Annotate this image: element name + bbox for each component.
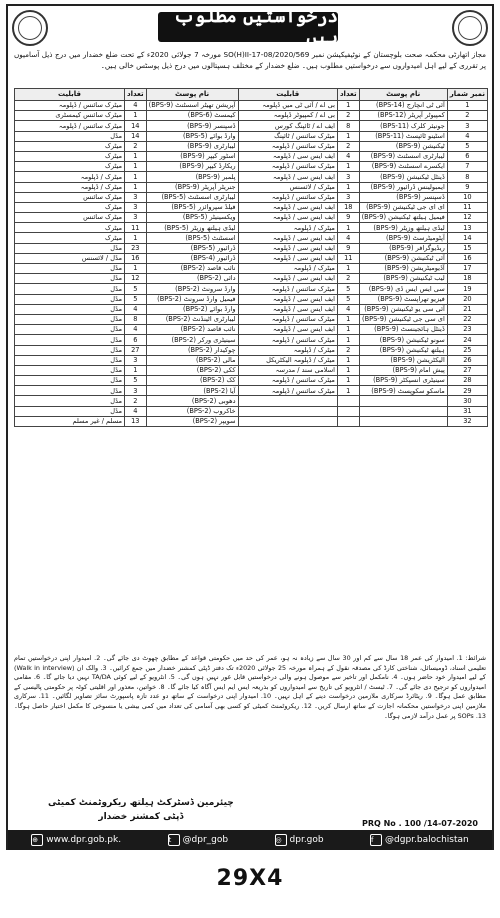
table-cell: 2 (125, 396, 147, 406)
table-cell: 1 (337, 386, 359, 396)
table-cell: میٹرک (15, 202, 125, 212)
table-cell: لیبارٹری اٹینڈنٹ (BPS-2) (146, 314, 238, 324)
table-row (15, 223, 488, 233)
table-cell: 27 (125, 345, 147, 355)
table-cell: 3 (337, 192, 359, 202)
table-cell: وارڈ بوائے (BPS-2) (146, 304, 238, 314)
table-cell: 29 (447, 386, 487, 396)
table-cell: مڈل (15, 365, 125, 375)
table-cell: ایف ایس سی / ڈپلومہ (238, 294, 337, 304)
table-cell: 3 (337, 172, 359, 182)
table-cell: 2 (447, 111, 487, 121)
table-cell: 4 (337, 233, 359, 243)
table-cell: دائی (BPS-2) (146, 274, 238, 284)
table-cell: لیبارٹری (BPS-9) (146, 141, 238, 151)
table-row (15, 396, 488, 406)
table-cell: لیب ٹیکنیشن (BPS-9) (359, 274, 447, 284)
table-cell: 6 (447, 151, 487, 161)
table-cell: ڈینٹل ہائجینسٹ (BPS-9) (359, 325, 447, 335)
table-row (15, 314, 488, 324)
table-cell: چوکیدار (BPS-2) (146, 345, 238, 355)
table-cell: میٹرک / ڈپلومہ (238, 264, 337, 274)
table-cell (238, 406, 337, 416)
table-cell: مڈل / لائسنس (15, 253, 125, 263)
table-cell: 11 (125, 223, 147, 233)
table-cell: سی ایس ایس ڈی (BPS-9) (359, 284, 447, 294)
health-department-emblem-icon (452, 10, 488, 46)
table-cell: مڈل (15, 314, 125, 324)
table-cell: 13 (447, 223, 487, 233)
table-cell: 1 (337, 101, 359, 111)
table-cell: 20 (447, 294, 487, 304)
table-cell: 6 (125, 335, 147, 345)
table-cell (238, 416, 337, 426)
table-row (15, 304, 488, 314)
table-cell: فیمیل وارڈ سرونٹ (BPS-2) (146, 294, 238, 304)
table-cell: 4 (447, 131, 487, 141)
header-post-2: نام پوسٹ (146, 89, 238, 101)
table-cell: 14 (447, 233, 487, 243)
instagram-link[interactable]: ◎ dpr.gob (275, 835, 324, 845)
table-cell: ڈسپنسر (BPS-9) (146, 121, 238, 131)
table-cell: میٹرک (15, 151, 125, 161)
header-qualification: قابلیت (238, 89, 337, 101)
page-title: درخواستیں مطلوب ہیں (158, 12, 338, 42)
table-cell: ڈرائیور (BPS-4) (146, 253, 238, 263)
table-cell (337, 416, 359, 426)
table-cell: 11 (337, 253, 359, 263)
table-cell: ماسکو سکوپسٹ (BPS-9) (359, 386, 447, 396)
table-cell: ایف ایس سی / ڈپلومہ (238, 253, 337, 263)
header-post: نام پوسٹ (359, 89, 447, 101)
table-cell: 14 (125, 121, 147, 131)
table-cell: فیزیو تھراپسٹ (BPS-9) (359, 294, 447, 304)
table-cell: مڈل (15, 284, 125, 294)
table-cell: پیش امام (BPS-9) (359, 365, 447, 375)
table-cell: میٹرک / ڈپلومہ (238, 345, 337, 355)
table-cell: مالی (BPS-2) (146, 355, 238, 365)
table-cell: الیکٹریشن (BPS-9) (359, 355, 447, 365)
table-cell: ایف اے / ٹائپنگ کورس (238, 121, 337, 131)
table-cell: 4 (125, 101, 147, 111)
table-cell: 13 (125, 416, 147, 426)
table-cell: 4 (337, 151, 359, 161)
table-row (15, 182, 488, 192)
table-cell: میٹرک سائنس / ڈپلومہ (238, 386, 337, 396)
table-cell: ریڈیوگرافر (BPS-9) (359, 243, 447, 253)
table-row (15, 345, 488, 355)
table-cell: ایف ایس سی / ڈپلومہ (238, 274, 337, 284)
header-qualification-2: قابلیت (15, 89, 125, 101)
table-cell: مڈل (15, 376, 125, 386)
table-cell: 1 (337, 335, 359, 345)
table-cell: 1 (125, 233, 147, 243)
table-cell: 18 (337, 202, 359, 212)
table-cell: میٹرک / ڈپلومہ (238, 223, 337, 233)
table-cell: میٹرک سائنس / ڈپلومہ (238, 335, 337, 345)
table-cell: ویکسینیٹر (BPS-5) (146, 213, 238, 223)
header-count-2: تعداد (125, 89, 147, 101)
table-row (15, 406, 488, 416)
table-cell: 3 (125, 202, 147, 212)
facebook-icon: f (370, 834, 382, 846)
table-cell: ای سی جی ٹیکنیشن (BPS-9) (359, 314, 447, 324)
table-row (15, 335, 488, 345)
table-cell: 9 (337, 243, 359, 253)
table-cell: میٹرک سائنس / ٹائپنگ (238, 131, 337, 141)
table-cell: کک (BPS-2) (146, 376, 238, 386)
table-row (15, 202, 488, 212)
table-cell: 2 (337, 345, 359, 355)
table-cell: 1 (125, 162, 147, 172)
table-cell: میٹرک سائنس / ڈپلومہ (238, 141, 337, 151)
table-cell: 3 (125, 386, 147, 396)
table-row (15, 274, 488, 284)
table-cell: 4 (125, 406, 147, 416)
table-cell: ایف ایس سی / ڈپلومہ (238, 304, 337, 314)
twitter-icon: t (168, 834, 180, 846)
table-cell: 2 (125, 141, 147, 151)
globe-icon: ⊕ (31, 834, 43, 846)
table-cell: کیمسٹ (BPS-6) (146, 111, 238, 121)
table-cell: ڈرائیور (BPS-5) (146, 243, 238, 253)
table-row (15, 325, 488, 335)
table-cell: سینیٹری ورکر (BPS-2) (146, 335, 238, 345)
table-cell: میٹرک سائنس / ڈپلومہ (238, 314, 337, 324)
table-cell: آئی سی یو ٹیکنیشن (BPS-9) (359, 304, 447, 314)
table-cell: میٹرک سائنس / ڈپلومہ (15, 121, 125, 131)
table-cell: مڈل (15, 243, 125, 253)
table-cell: 16 (447, 253, 487, 263)
table-row (15, 294, 488, 304)
table-cell: ایکسرے اسسٹنٹ (BPS-9) (359, 162, 447, 172)
table-cell: میٹرک (15, 223, 125, 233)
table-cell: وارڈ بوائے (BPS-5) (146, 131, 238, 141)
table-row (15, 233, 488, 243)
table-cell: میٹرک سائنس کیمسٹری (15, 111, 125, 121)
table-cell: 32 (447, 416, 487, 426)
table-cell: ریکارڈ کیپر (BPS-9) (146, 162, 238, 172)
table-cell: میٹرک سائنس / ڈپلومہ (238, 162, 337, 172)
twitter-link[interactable]: t @dpr_gob (168, 835, 229, 845)
table-cell: میٹرک سائنس / ڈپلومہ (15, 101, 125, 111)
table-cell: لیبارٹری اسسٹنٹ (BPS-5) (146, 192, 238, 202)
table-cell: 12 (125, 274, 147, 284)
table-cell: لیڈی ہیلتھ وزیٹر (BPS-5) (146, 223, 238, 233)
table-cell: 17 (447, 264, 487, 274)
table-cell: مڈل (15, 345, 125, 355)
table-cell: مڈل (15, 396, 125, 406)
table-cell: 9 (447, 182, 487, 192)
table-cell: میٹرک / ڈپلومہ الیکٹریکل (238, 355, 337, 365)
table-cell: ککی (BPS-2) (146, 365, 238, 375)
table-cell: اسسٹنٹ (BPS-5) (146, 233, 238, 243)
table-row (15, 386, 488, 396)
table-row (15, 416, 488, 426)
table-cell: 8 (125, 314, 147, 324)
table-cell: 1 (125, 365, 147, 375)
table-cell: 1 (337, 264, 359, 274)
table-cell: بی اے / آئی ٹی میں ڈپلومہ (238, 101, 337, 111)
table-row (15, 121, 488, 131)
table-cell: 18 (447, 274, 487, 284)
table-cell: 23 (125, 243, 147, 253)
table-cell (238, 396, 337, 406)
header-serial: نمبر شمار (447, 89, 487, 101)
table-cell: ای ای جی ٹیکنیشن (BPS-9) (359, 202, 447, 212)
table-cell: 24 (447, 335, 487, 345)
table-cell: کمپیوٹر آپریٹر (BPS-12) (359, 111, 447, 121)
table-cell: 1 (337, 365, 359, 375)
table-cell: میٹرک (15, 141, 125, 151)
table-cell: مڈل (15, 386, 125, 396)
table-cell: لیبارٹری اسسٹنٹ (BPS-9) (359, 151, 447, 161)
table-row (15, 192, 488, 202)
table-cell: مڈل (15, 294, 125, 304)
signature-line-2: ڈپٹی کمشنر خضدار (98, 812, 184, 822)
table-row (15, 131, 488, 141)
table-cell: اسلامی سند / مدرسہ (238, 365, 337, 375)
table-cell: آپریشن تھیٹر اسسٹنٹ (BPS-9) (146, 101, 238, 111)
table-cell: اسٹینو ٹائپسٹ (BPS-11) (359, 131, 447, 141)
table-cell: مڈل (15, 335, 125, 345)
table-cell: 2 (337, 111, 359, 121)
header (8, 6, 492, 48)
table-cell: میٹرک سائنس (15, 213, 125, 223)
table-cell: 5 (337, 294, 359, 304)
table-cell: 1 (337, 355, 359, 365)
table-cell: 11 (447, 202, 487, 212)
table-cell: 10 (447, 192, 487, 202)
table-cell: 1 (447, 101, 487, 111)
table-cell: مڈل (15, 131, 125, 141)
table-cell (359, 416, 447, 426)
table-cell: 22 (447, 314, 487, 324)
terms-and-conditions: شرائط: 1. امیدوار کی عمر 18 سال سے کم اور 30 سال سے زیادہ نہ ہو، عمر کی حد میں حکومتی قواعد کے مطابق چھوٹ دی جائے گی۔ 2. امیدوار اپنی درخواستیں تمام تعلیمی اسناد، ڈومیسائل، شناختی کارڈ کی مصدقہ نقول کے ہمراہ مورخہ 25 جولائی 2020ء تک دفتر ڈپٹی کمشنر خضدار میں جمع کرائیں۔ 3. والک ان (Walk in interview) کے لیے امیدوار خود حاضر ہوں۔ 4. نامکمل اور تاخیر سے موصول ہونے والی درخواستیں قابل غور نہیں ہوں گی۔ 5. انٹرویو کے لیے کوئی TA/DA نہیں دیا جائے گا۔ 6. مقامی امیدواروں کو ترجیح دی جائے گی۔ 7. ٹیسٹ / انٹرویو کی تاریخ سے امیدواروں کو بذریعہ ایس ایم ایس آگاہ کیا جائے گا۔ 8. خواتین، معذور اور اقلیتی کوٹہ پر حکومتی پالیسی کے مطابق عمل ہوگا۔ 9. ریٹائرڈ سرکاری ملازمین درخواست دینے کے اہل نہیں۔ 10. امیدوار اپنی درخواست کے ساتھ دو عدد تازہ پاسپورٹ سائز تصاویر لگائیں۔ 11. سرکاری ملازمین اپنی درخواستیں محکمانہ اجازت کے ساتھ ارسال کریں۔ 12. ریکروٹمنٹ کمیٹی کو کسی بھی آسامی کی تعداد میں کمی بیشی یا منسوخی کا مکمل اختیار حاصل ہوگا۔ 13. SOPs پر عمل درآمد لازمی ہوگا۔ (14, 654, 487, 720)
table-cell: 1 (337, 314, 359, 324)
table-cell: آپٹومیٹرسٹ (BPS-9) (359, 233, 447, 243)
table-cell: 19 (447, 284, 487, 294)
table-cell: دھوبی (BPS-2) (146, 396, 238, 406)
social-bar (8, 830, 492, 850)
table-cell: 16 (125, 253, 147, 263)
table-cell: ٹیکنیشن (BPS-9) (359, 141, 447, 151)
table-cell: 1 (337, 182, 359, 192)
vacancies-table (14, 88, 488, 427)
table-cell: 30 (447, 396, 487, 406)
table-cell: 2 (337, 141, 359, 151)
table-cell: مڈل (15, 325, 125, 335)
table-cell (337, 396, 359, 406)
table-cell: 3 (447, 121, 487, 131)
table-row (15, 111, 488, 121)
table-cell: اسٹور کیپر (BPS-9) (146, 151, 238, 161)
table-cell: میٹرک / ڈپلومہ (15, 172, 125, 182)
facebook-link[interactable]: f @dgpr.balochistan (371, 835, 469, 845)
table-cell: 12 (447, 213, 487, 223)
table-cell: فیلڈ سپروائزر (BPS-5) (146, 202, 238, 212)
table-cell: 4 (337, 304, 359, 314)
table-cell: 1 (125, 172, 147, 182)
table-cell: سونو ٹیکنیشن (BPS-9) (359, 335, 447, 345)
table-cell: میٹرک سائنس (15, 192, 125, 202)
table-cell: لیڈی ہیلتھ وزیٹر (BPS-9) (359, 223, 447, 233)
table-row (15, 284, 488, 294)
website-link[interactable]: ⊕ www.dpr.gob.pk. (32, 835, 122, 845)
signature-block (48, 796, 234, 824)
table-row (15, 376, 488, 386)
table-cell: بی اے / کمپیوٹر ڈپلومہ (238, 111, 337, 121)
table-header-row (15, 89, 488, 101)
table-cell: 28 (447, 376, 487, 386)
table-cell: میٹرک / ڈپلومہ (15, 182, 125, 192)
instagram-icon: ◎ (275, 834, 287, 846)
table-row (15, 162, 488, 172)
ad-size-code: 29X4 (216, 866, 284, 891)
table-cell: مڈل (15, 406, 125, 416)
table-row (15, 264, 488, 274)
table-cell: میٹرک سائنس / ڈپلومہ (238, 376, 337, 386)
table-cell: 7 (447, 162, 487, 172)
table-cell: 5 (447, 141, 487, 151)
table-cell: میٹرک (15, 162, 125, 172)
table-cell (359, 396, 447, 406)
table-cell: 1 (337, 162, 359, 172)
table-cell (359, 406, 447, 416)
table-cell: 21 (447, 304, 487, 314)
table-cell: مڈل (15, 304, 125, 314)
table-cell: ڈسپنسر (BPS-9) (359, 192, 447, 202)
table-row (15, 213, 488, 223)
advertisement (6, 4, 494, 850)
table-cell: مڈل (15, 355, 125, 365)
table-cell: پلمبر (BPS-9) (146, 172, 238, 182)
table-cell: مسلم / غیر مسلم (15, 416, 125, 426)
table-cell: خاکروب (BPS-2) (146, 406, 238, 416)
table-row (15, 172, 488, 182)
signature-line-1: چیئرمین ڈسٹرکٹ ہیلتھ ریکروٹمنٹ کمیٹی (48, 798, 234, 808)
table-cell: ایف ایس سی / ڈپلومہ (238, 151, 337, 161)
table-cell: ایف ایس سی / ڈپلومہ (238, 233, 337, 243)
table-row (15, 365, 488, 375)
table-cell: 5 (125, 284, 147, 294)
table-row (15, 355, 488, 365)
table-cell: سینیٹری انسپکٹر (BPS-9) (359, 376, 447, 386)
table-cell: ڈینٹل ٹیکنیشن (BPS-9) (359, 172, 447, 182)
table-cell: آڈیومیٹریشن (BPS-9) (359, 264, 447, 274)
table-cell: 1 (337, 131, 359, 141)
prq-number: PRQ No . 100 /14-07-2020 (362, 819, 478, 828)
table-cell: 3 (125, 213, 147, 223)
table-cell: 26 (447, 355, 487, 365)
table-cell: 27 (447, 365, 487, 375)
table-cell: ایمبولینس ڈرائیور (BPS-9) (359, 182, 447, 192)
table-cell: 1 (125, 264, 147, 274)
table-cell: 3 (125, 355, 147, 365)
table-cell: 14 (125, 131, 147, 141)
table-cell: ایف ایس سی / ڈپلومہ (238, 213, 337, 223)
table-cell: 1 (125, 111, 147, 121)
table-cell: ایف ایس سی / ڈپلومہ (238, 172, 337, 182)
table-cell: ایف ایس سی / ڈپلومہ (238, 325, 337, 335)
table-cell: مڈل (15, 264, 125, 274)
table-cell: میٹرک سائنس / ڈپلومہ (238, 284, 337, 294)
table-cell: ایف ایس سی / ڈپلومہ (238, 243, 337, 253)
table-cell: 15 (447, 243, 487, 253)
table-cell: فیمیل ہیلتھ ٹیکنیشن (BPS-9) (359, 213, 447, 223)
table-cell: مڈل (15, 274, 125, 284)
table-cell: نائب قاصد (BPS-2) (146, 325, 238, 335)
table-cell (337, 406, 359, 416)
table-cell: 4 (125, 325, 147, 335)
table-cell: آئی ٹیکنیشن (BPS-9) (359, 253, 447, 263)
table-cell: 31 (447, 406, 487, 416)
table-cell: 1 (337, 376, 359, 386)
table-cell: 5 (337, 284, 359, 294)
table-cell: میٹرک (15, 233, 125, 243)
table-row (15, 253, 488, 263)
table-cell: 5 (125, 376, 147, 386)
header-count: تعداد (337, 89, 359, 101)
balochistan-emblem-icon (12, 10, 48, 46)
table-cell: ہیلتھ ٹیکنیشن (BPS-9) (359, 345, 447, 355)
table-cell: 8 (337, 121, 359, 131)
table-cell: 9 (337, 213, 359, 223)
table-row (15, 141, 488, 151)
table-cell: 25 (447, 345, 487, 355)
table-cell: 8 (447, 172, 487, 182)
table-cell: وارڈ سرونٹ (BPS-2) (146, 284, 238, 294)
table-cell: میٹرک سائنس / ڈپلومہ (238, 192, 337, 202)
table-cell: ایف ایس سی / ڈپلومہ (238, 202, 337, 212)
table-cell: 2 (337, 274, 359, 284)
table-cell: 1 (125, 151, 147, 161)
table-cell: 1 (125, 182, 147, 192)
table-cell: سویپر (BPS-2) (146, 416, 238, 426)
table-row (15, 101, 488, 111)
table-cell: 23 (447, 325, 487, 335)
table-row (15, 243, 488, 253)
table-cell: نائب قاصد (BPS-2) (146, 264, 238, 274)
table-cell: جنریٹر آپریٹر (BPS-9) (146, 182, 238, 192)
table-row (15, 151, 488, 161)
table-cell: آئی ٹی انچارج (BPS-14) (359, 101, 447, 111)
table-cell: 5 (125, 294, 147, 304)
table-cell: 4 (125, 304, 147, 314)
intro-paragraph: مجاز اتھارٹی محکمہ صحت بلوچستان کے نوٹیفیکیشن نمبر SO(H)II-17-08/2020/569 مورخہ 7 جولائی 2020ء کے تحت ضلع خضدار میں درج ذیل آسامیوں پر تقرری کے لیے اہل امیدواروں سے درخواستیں مطلوب ہیں۔ ضلع خضدار کے مختلف ہسپتالوں میں درج ذیل پوسٹس خالی ہیں۔ (14, 50, 486, 70)
table-cell: میٹرک / لائسنس (238, 182, 337, 192)
table-cell: جونیئر کلرک (BPS-11) (359, 121, 447, 131)
table-cell: 1 (337, 223, 359, 233)
table-cell: 3 (125, 192, 147, 202)
table-cell: 1 (337, 325, 359, 335)
table-cell: آیا (BPS-2) (146, 386, 238, 396)
